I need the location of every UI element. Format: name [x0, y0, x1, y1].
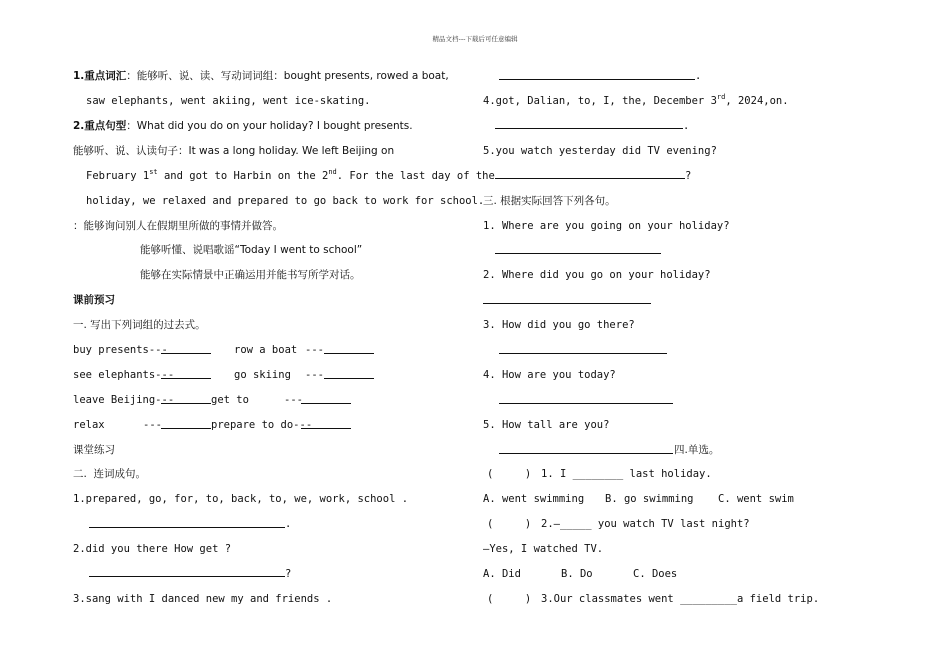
real-question-1: 1. Where are you going on your holiday? [483, 220, 730, 232]
question-4-sup: rd [716, 93, 726, 101]
phrase-ski: go skiing [234, 369, 291, 381]
phrase-leave: leave Beijing--- [73, 394, 175, 406]
answer-3-end: . [695, 70, 702, 82]
answer-line-5[interactable] [495, 178, 685, 179]
phrase-see: see elephants--- [73, 369, 175, 381]
blank-row[interactable] [324, 353, 374, 354]
answer-2-end: ? [285, 568, 292, 580]
mc-1-paren[interactable]: ( ) [487, 468, 532, 480]
blank-relax[interactable] [161, 428, 211, 429]
mc-3-paren[interactable]: ( ) [487, 593, 532, 605]
answer-line-3[interactable] [499, 79, 695, 80]
page-header: 精品文档---下载后可任意编辑 [432, 35, 518, 43]
blank-prepare[interactable] [301, 428, 351, 429]
phrase-get: get to [211, 394, 249, 406]
mc-1-option-a: A. went swimming [483, 493, 585, 505]
mc-2-stem: 2.—_____ you watch TV last night? [541, 518, 750, 530]
mc-1-option-c: C. went swim [718, 493, 794, 505]
section-2-title: 二. 连词成句。 [73, 468, 147, 480]
read-line-3: holiday, we relaxed and prepared to go back to work for school. [86, 195, 485, 207]
question-1: 1.prepared, go, for, to, back, to, we, work, school . [73, 493, 409, 505]
phrase-relax: relax [73, 419, 105, 431]
blank-leave[interactable] [161, 403, 211, 404]
read-line-1: 能够听、说、认读句子：It was a long holiday. We left Beijing on [73, 145, 395, 157]
real-answer-line-3[interactable] [499, 353, 667, 354]
real-question-2: 2. Where did you go on your holiday? [483, 269, 711, 281]
mc-2-option-a: A. Did [483, 568, 521, 580]
blank-get[interactable] [301, 403, 351, 404]
question-4 [483, 94, 789, 108]
mc-1-stem: 1. I ________ last holiday. [541, 468, 712, 480]
answer-line-2[interactable] [89, 576, 285, 577]
song-line: 能够听懂、说唱歌谣“Today I went to school” [140, 244, 363, 256]
question-4-text: 4.got, Dalian, to, I, the, December 3 [483, 95, 717, 107]
read-l2c: . For the last day of the [336, 170, 495, 182]
phrase-prepare: prepare to do--- [211, 419, 313, 431]
mc-2-option-b: B. Do [561, 568, 593, 580]
answer-4-end: . [683, 120, 690, 132]
real-answer-line-4[interactable] [499, 403, 673, 404]
section-4-title: 四.单选。 [674, 444, 720, 456]
real-answer-line-1[interactable] [495, 253, 661, 254]
mc-1-option-b: B. go swimming [605, 493, 694, 505]
phrase-buy: buy presents--- [73, 344, 168, 356]
mc-3-stem: 3.Our classmates went _________a field trip. [541, 593, 820, 605]
read-sup2: nd [328, 168, 337, 176]
sentence-label: 2.重点句型 [73, 120, 127, 132]
vocab-cont: saw elephants, went akiing, went ice-skating. [86, 95, 371, 107]
class-practice-title: 课堂练习 [73, 444, 115, 456]
answer-5-end: ? [685, 170, 692, 182]
mc-2-paren[interactable]: ( ) [487, 518, 532, 530]
blank-buy[interactable] [161, 353, 211, 354]
real-question-4: 4. How are you today? [483, 369, 616, 381]
real-question-3: 3. How did you go there? [483, 319, 635, 331]
question-3: 3.sang with I danced new my and friends . [73, 593, 333, 605]
blank-see[interactable] [161, 378, 211, 379]
mc-2-option-c: C. Does [633, 568, 678, 580]
vocab-label: 1.重点词汇 [73, 70, 127, 82]
phrase-relax-dash: --- [143, 419, 162, 431]
mc-2-response: —Yes, I watched TV. [483, 543, 604, 555]
sentence-text: ：What did you do on your holiday? I bought presents. [126, 120, 413, 132]
ask-line: ：能够询问别人在假期里所做的事情并做答。 [73, 220, 283, 232]
read-l2b: and got to Harbin on the 2 [157, 170, 329, 182]
real-answer-line-5[interactable] [499, 453, 673, 454]
answer-line-4[interactable] [495, 128, 683, 129]
vocab-text: ：能够听、说、读、写动词词组：bought presents, rowed a boat, [126, 70, 449, 82]
vocab-line [73, 69, 449, 83]
read-line-2 [86, 169, 495, 183]
answer-1-end: . [285, 518, 292, 530]
sentence-line [73, 119, 413, 133]
question-2: 2.did you there How get ? [73, 543, 232, 555]
question-4-rest: , 2024,on. [725, 95, 789, 107]
preview-title: 课前预习 [73, 294, 115, 306]
question-5: 5.you watch yesterday did TV evening? [483, 145, 717, 157]
section-3-title: 三. 根据实际回答下列各句。 [483, 195, 616, 207]
phrase-ski-dash: --- [305, 369, 324, 381]
read-sup1: st [149, 168, 158, 176]
read-l2a: February 1 [86, 170, 150, 182]
phrase-get-dash: --- [284, 394, 303, 406]
blank-ski[interactable] [324, 378, 374, 379]
apply-line: 能够在实际情景中正确运用并能书写所学对话。 [140, 269, 361, 281]
answer-line-1[interactable] [89, 527, 285, 528]
real-answer-line-2[interactable] [483, 303, 651, 304]
phrase-row: row a boat [234, 344, 298, 356]
real-question-5: 5. How tall are you? [483, 419, 610, 431]
phrase-row-dash: --- [305, 344, 324, 356]
section-1-title: 一. 写出下列词组的过去式。 [73, 319, 206, 331]
